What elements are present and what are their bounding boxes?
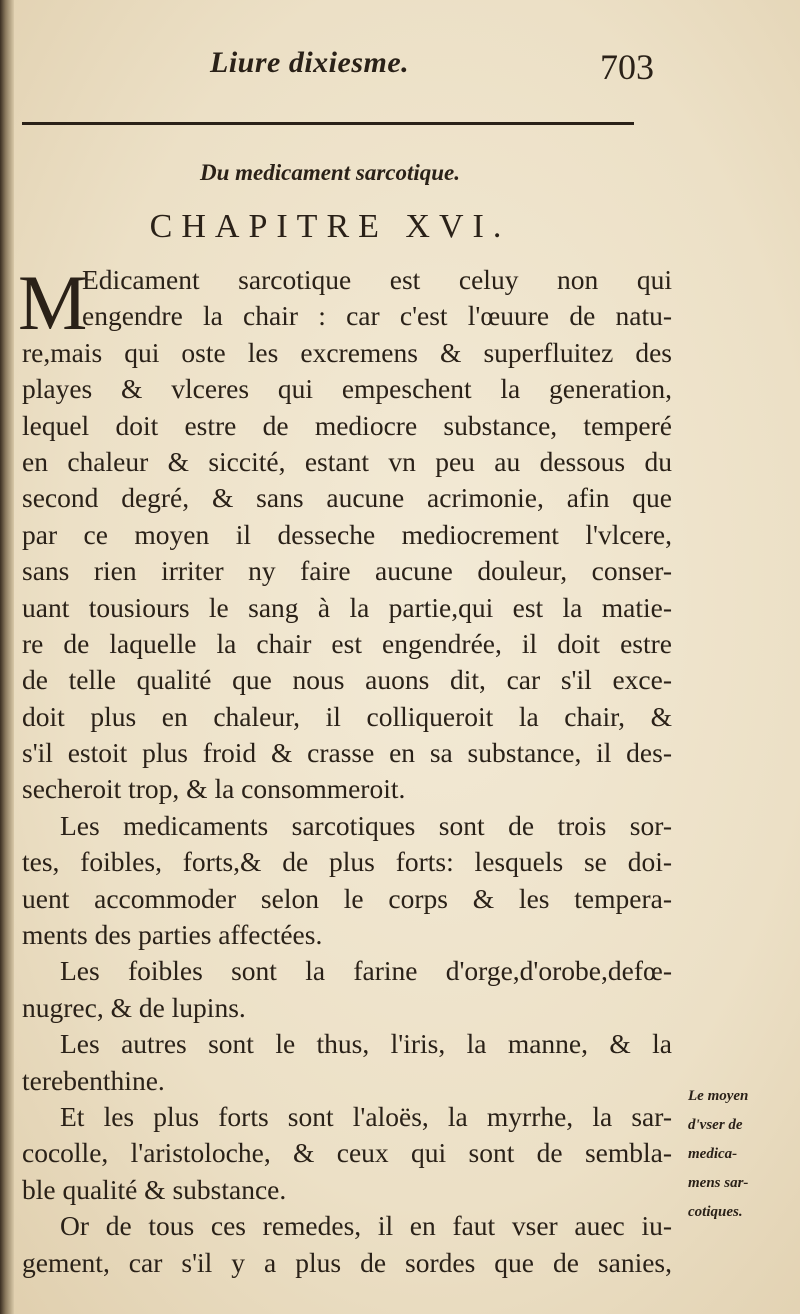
text-line: lequel doit estre de mediocre substance, temperé — [22, 409, 672, 441]
page-number: 703 — [600, 47, 654, 87]
text-line: ments des parties affectées. — [22, 919, 323, 951]
text-line: gement, car s'il y a plus de sordes que de sanies, — [22, 1246, 672, 1278]
running-head-title: Liure dixiesme. — [210, 46, 410, 79]
text-line: re,mais qui oste les excremens & superfluitez des — [22, 336, 672, 368]
header-rule — [22, 122, 634, 125]
text-line: tes, foibles, forts,& de plus forts: lesquels se doi- — [22, 846, 672, 878]
text-line: cocolle, l'aristoloche, & ceux qui sont de sembla- — [22, 1137, 672, 1169]
text-line: Or de tous ces remedes, il en faut vser auec iu- — [60, 1210, 672, 1242]
text-line: de telle qualité que nous auons dit, car s'il exce- — [22, 664, 672, 696]
text-line: uent accommoder selon le corps & les tempera- — [22, 882, 672, 914]
margin-note-line: cotiques. — [688, 1204, 743, 1220]
text-line: Les autres sont le thus, l'iris, la manne, & la — [60, 1028, 672, 1060]
text-line: Edicament sarcotique est celuy non qui — [82, 264, 672, 295]
margin-note — [688, 1082, 788, 1227]
text-line: ble qualité & substance. — [22, 1173, 287, 1205]
text-line: Les medicaments sarcotiques sont de trois sor- — [60, 809, 672, 841]
text-line: engendre la chair : car c'est l'œuure de natu- — [82, 300, 672, 332]
section-title: Du medicament sarcotique. — [199, 160, 461, 185]
drop-cap-initial: M — [18, 259, 88, 346]
margin-note-line: mens sar- — [688, 1175, 749, 1191]
text-line: nugrec, & de lupins. — [22, 991, 246, 1023]
running-head — [0, 46, 800, 86]
margin-note-line: Le moyen — [688, 1088, 749, 1104]
text-line: secheroit trop, & la consommeroit. — [22, 773, 406, 805]
text-line: uant tousiours le sang à la partie,qui est la matie- — [22, 591, 672, 623]
text-line: Les foibles sont la farine d'orge,d'orobe,defœ- — [60, 955, 672, 987]
text-line: en chaleur & siccité, estant vn peu au dessous du — [22, 445, 672, 477]
text-line: sans rien irriter ny faire aucune douleur, conser- — [22, 555, 672, 587]
text-line: s'il estoit plus froid & crasse en sa substance, il des- — [22, 737, 672, 769]
page-gutter — [0, 0, 14, 1314]
chapter-heading: CHAPITRE XVI. — [149, 208, 511, 245]
text-line: second degré, & sans aucune acrimonie, afin que — [22, 482, 672, 514]
margin-note-line: d'vser de — [688, 1117, 743, 1133]
margin-note-line: medica- — [688, 1146, 738, 1162]
text-line: Et les plus forts sont l'aloës, la myrrhe, la sar- — [60, 1100, 672, 1132]
text-line: terebenthine. — [22, 1064, 165, 1096]
body-text — [18, 259, 672, 1281]
text-line: par ce moyen il desseche mediocrement l'vlcere, — [22, 518, 672, 550]
text-line: doit plus en chaleur, il colliqueroit la chair, & — [22, 700, 672, 732]
text-line: playes & vlceres qui empeschent la generation, — [22, 373, 672, 405]
text-line: re de laquelle la chair est engendrée, il doit estre — [22, 627, 672, 659]
